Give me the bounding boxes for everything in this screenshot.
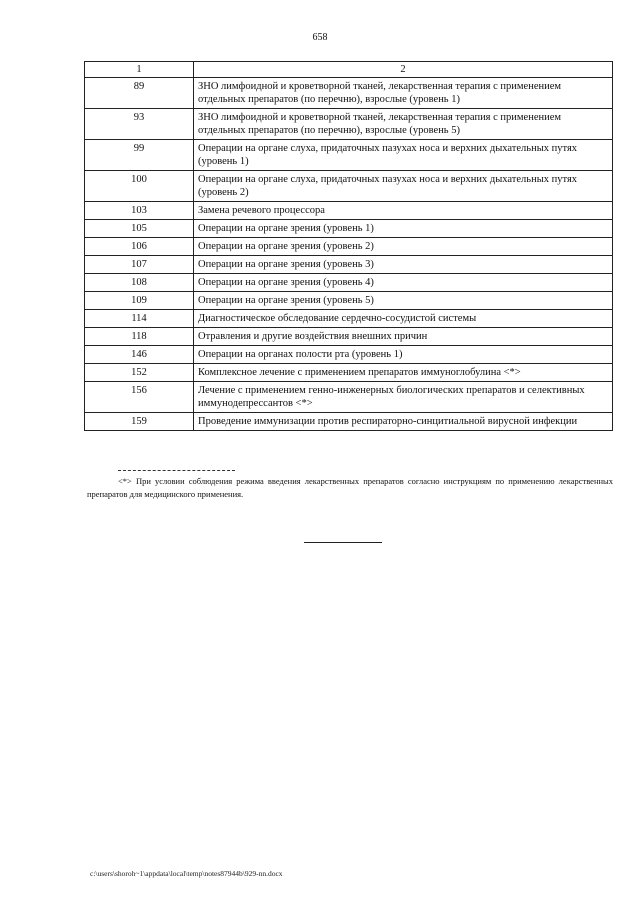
footnote-text: <*> При условии соблюдения режима введения лекарственных препаратов согласно инструкциям по применению лекарственных препаратов для медицинского применения. — [87, 476, 613, 499]
row-code: 114 — [85, 310, 194, 328]
table-row — [85, 346, 613, 364]
page-number: 658 — [312, 32, 328, 43]
row-description: Отравления и другие воздействия внешних причин — [194, 328, 613, 346]
row-code: 100 — [85, 171, 194, 202]
row-code: 108 — [85, 274, 194, 292]
row-code: 99 — [85, 140, 194, 171]
end-rule — [304, 542, 382, 543]
row-code: 103 — [85, 202, 194, 220]
row-description: ЗНО лимфоидной и кроветворной тканей, лекарственная терапия с применением отдельных препаратов (по перечню), взрослые (уровень 5) — [194, 109, 613, 140]
row-code: 107 — [85, 256, 194, 274]
row-description: Операции на органе зрения (уровень 3) — [194, 256, 613, 274]
row-description: Операции на органе зрения (уровень 4) — [194, 274, 613, 292]
row-code: 152 — [85, 364, 194, 382]
row-description: Операции на органе слуха, придаточных пазухах носа и верхних дыхательных путях (уровень 2) — [194, 171, 613, 202]
row-description: Операции на органе слуха, придаточных пазухах носа и верхних дыхательных путях (уровень 1) — [194, 140, 613, 171]
row-description: ЗНО лимфоидной и кроветворной тканей, лекарственная терапия с применением отдельных препаратов (по перечню), взрослые (уровень 1) — [194, 78, 613, 109]
header-col-2: 2 — [194, 62, 613, 78]
table-row — [85, 171, 613, 202]
row-description: Операции на органе зрения (уровень 1) — [194, 220, 613, 238]
row-code: 106 — [85, 238, 194, 256]
table-row — [85, 328, 613, 346]
row-description: Диагностическое обследование сердечно-сосудистой системы — [194, 310, 613, 328]
ksg-table — [84, 61, 613, 431]
row-code: 109 — [85, 292, 194, 310]
row-description: Замена речевого процессора — [194, 202, 613, 220]
file-path: c:\users\shoroh~1\appdata\local\temp\notes87944b\929-nn.docx — [90, 869, 283, 878]
table-row — [85, 109, 613, 140]
row-description: Проведение иммунизации против респираторно-синцитиальной вирусной инфекции — [194, 413, 613, 431]
table-row — [85, 256, 613, 274]
footnote-separator — [118, 470, 235, 471]
table-row — [85, 220, 613, 238]
table-row — [85, 364, 613, 382]
row-code: 105 — [85, 220, 194, 238]
table-header-row — [85, 62, 613, 78]
table-row — [85, 78, 613, 109]
row-description: Операции на органе зрения (уровень 5) — [194, 292, 613, 310]
table-row — [85, 292, 613, 310]
table-body — [85, 62, 613, 431]
row-description: Лечение с применением генно-инженерных биологических препаратов и селективных иммунодепрессантов <*> — [194, 382, 613, 413]
table-row — [85, 238, 613, 256]
row-description: Комплексное лечение с применением препаратов иммуноглобулина <*> — [194, 364, 613, 382]
row-code: 89 — [85, 78, 194, 109]
row-code: 156 — [85, 382, 194, 413]
table-row — [85, 274, 613, 292]
header-col-1: 1 — [85, 62, 194, 78]
row-code: 93 — [85, 109, 194, 140]
table-row — [85, 310, 613, 328]
row-description: Операции на органе зрения (уровень 2) — [194, 238, 613, 256]
row-code: 159 — [85, 413, 194, 431]
row-code: 118 — [85, 328, 194, 346]
table-row — [85, 382, 613, 413]
table-row — [85, 202, 613, 220]
row-code: 146 — [85, 346, 194, 364]
table-row — [85, 140, 613, 171]
table-row — [85, 413, 613, 431]
row-description: Операции на органах полости рта (уровень 1) — [194, 346, 613, 364]
